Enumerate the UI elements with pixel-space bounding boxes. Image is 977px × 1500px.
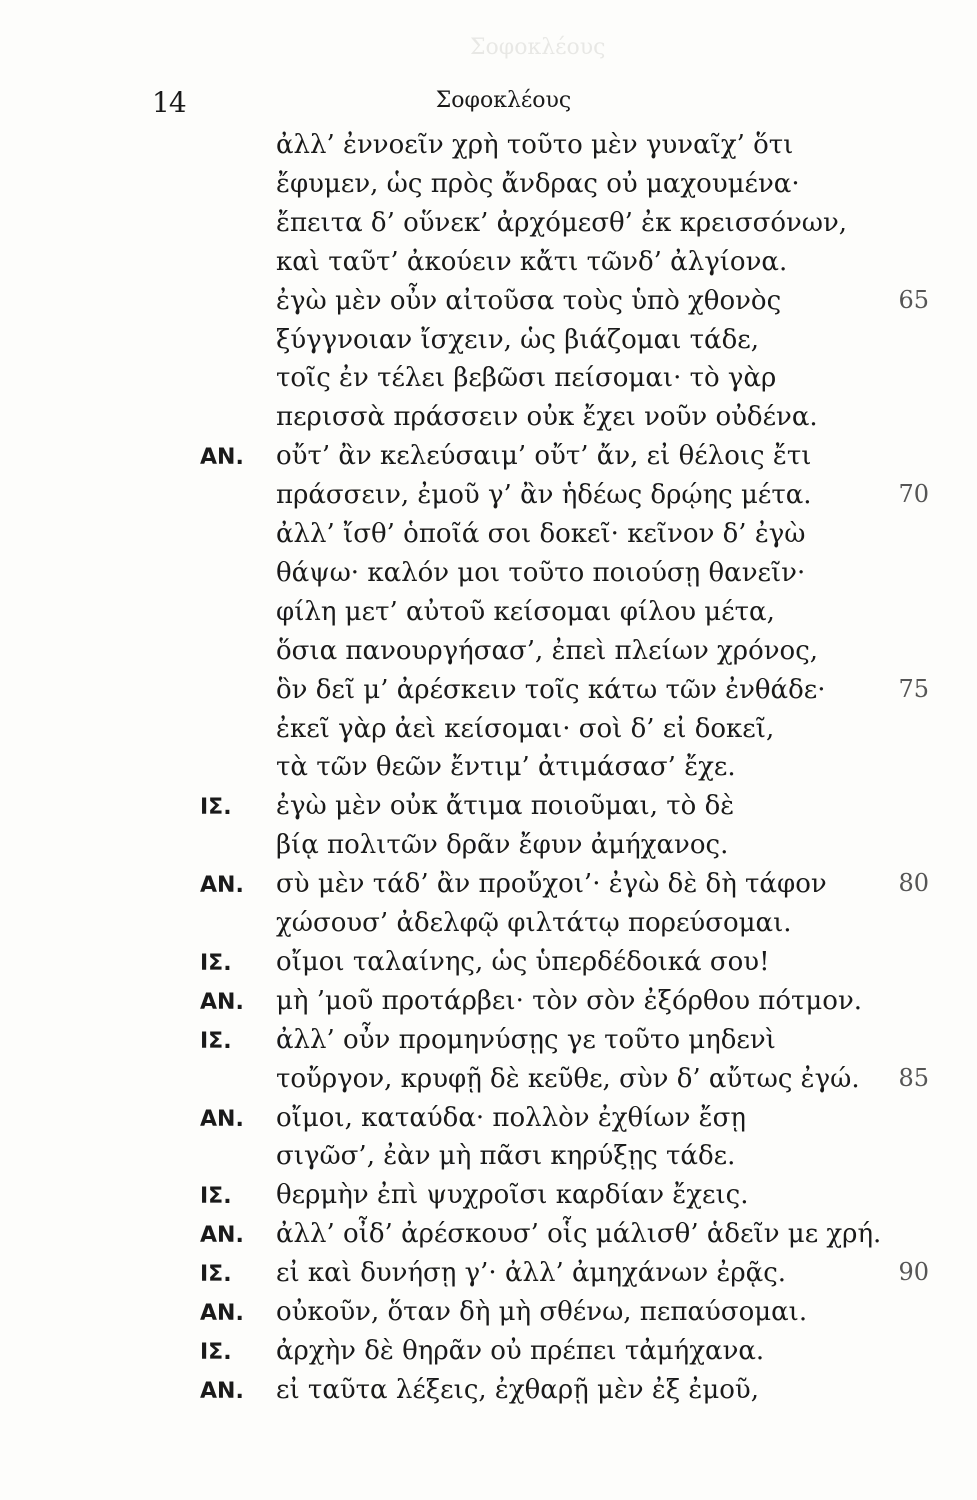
verse-text: ἐκεῖ γὰρ ἀεὶ κείσομαι· σοὶ δ’ εἰ δοκεῖ, bbox=[276, 713, 775, 744]
verse-line bbox=[0, 752, 977, 794]
verse-line bbox=[0, 558, 977, 600]
speaker-label: ΑΝ. bbox=[200, 1106, 244, 1132]
verse-line bbox=[0, 791, 977, 833]
verse-text: ἔπειτα δ’ οὕνεκ’ ἀρχόμεσθ’ ἐκ κρεισσόνων, bbox=[276, 207, 848, 238]
verse-line bbox=[0, 830, 977, 872]
verse-line bbox=[0, 1103, 977, 1145]
verse-text: οἴμοι ταλαίνης, ὡς ὑπερδέδοικά σου! bbox=[276, 946, 770, 977]
speaker-label: ΑΝ. bbox=[200, 989, 244, 1015]
verse-line bbox=[0, 1336, 977, 1378]
speaker-label: ΙΣ. bbox=[200, 1028, 232, 1054]
verse-line bbox=[0, 675, 977, 717]
verse-text: θερμὴν ἐπὶ ψυχροῖσι καρδίαν ἔχεις. bbox=[276, 1180, 749, 1211]
line-number: 90 bbox=[898, 1258, 929, 1287]
verse-line bbox=[0, 1025, 977, 1067]
verse-line bbox=[0, 402, 977, 444]
verse-line bbox=[0, 480, 977, 522]
verse-line bbox=[0, 1141, 977, 1183]
verse-text: σιγῶσ’, ἐὰν μὴ πᾶσι κηρύξῃς τάδε. bbox=[276, 1141, 736, 1172]
verse-text: ὅσια πανουργήσασ’, ἐπεὶ πλείων χρόνος, bbox=[276, 635, 819, 666]
verse-text: οἴμοι, καταύδα· πολλὸν ἐχθίων ἔσῃ bbox=[276, 1102, 746, 1133]
verse-line bbox=[0, 441, 977, 483]
verse-line bbox=[0, 597, 977, 639]
verse-text: ἀλλ’ οἶδ’ ἀρέσκουσ’ οἷς μάλισθ’ ἁδεῖν με χρή. bbox=[276, 1219, 882, 1250]
verse-text: ἀλλ’ οὖν προμηνύσῃς γε τοῦτο μηδενὶ bbox=[276, 1024, 776, 1055]
speaker-label: ΑΝ. bbox=[200, 1301, 244, 1326]
verse-text: βίᾳ πολιτῶν δρᾶν ἔφυν ἀμήχανος. bbox=[276, 830, 729, 861]
verse-text: εἰ καὶ δυνήσῃ γ’· ἀλλ’ ἀμηχάνων ἐρᾷς. bbox=[276, 1258, 787, 1289]
verse-line bbox=[0, 986, 977, 1028]
verse-text: οὔτ’ ἂν κελεύσαιμ’ οὔτ’ ἄν, εἰ θέλοις ἔτι bbox=[276, 441, 812, 472]
verse-text: πράσσειν, ἐμοῦ γ’ ἂν ἡδέως δρῴης μέτα. bbox=[276, 480, 812, 511]
verse-text: περισσὰ πράσσειν οὐκ ἔχει νοῦν οὐδένα. bbox=[276, 402, 818, 433]
verse-text: ἀλλ’ ἐννοεῖν χρὴ τοῦτο μὲν γυναῖχ’ ὅτι bbox=[276, 130, 794, 160]
verse-text: θάψω· καλόν μοι τοῦτο ποιούσῃ θανεῖν· bbox=[276, 557, 806, 588]
speaker-label: ΑΝ. bbox=[200, 445, 244, 471]
line-number: 65 bbox=[898, 285, 929, 314]
verse-line bbox=[0, 286, 977, 328]
verse-line bbox=[0, 636, 977, 678]
verse-line bbox=[0, 363, 977, 405]
verse-line bbox=[0, 130, 977, 172]
verse-text: χώσουσ’ ἀδελφῷ φιλτάτῳ πορεύσομαι. bbox=[276, 908, 792, 938]
verse-text: ἀρχὴν δὲ θηρᾶν οὐ πρέπει τἀμήχανα. bbox=[276, 1335, 765, 1366]
verse-line bbox=[0, 169, 977, 211]
verse-text: τοὔργον, κρυφῇ δὲ κεῦθε, σὺν δ’ αὔτως ἐγώ. bbox=[276, 1063, 860, 1094]
verse-text: φίλη μετ’ αὐτοῦ κείσομαι φίλου μέτα, bbox=[276, 596, 775, 627]
verse-line bbox=[0, 908, 977, 950]
speaker-label: ΙΣ. bbox=[200, 1262, 232, 1288]
verse-line bbox=[0, 714, 977, 756]
line-number: 70 bbox=[898, 480, 929, 509]
verse-line bbox=[0, 208, 977, 250]
verse-text: μὴ ’μοῦ προτάρβει· τὸν σὸν ἐξόρθου πότμον. bbox=[276, 985, 863, 1016]
running-head: Σοφοκλέους bbox=[435, 88, 572, 113]
verse-text: ἐγὼ μὲν οὐκ ἄτιμα ποιοῦμαι, τὸ δὲ bbox=[276, 791, 735, 822]
verse-text: ἔφυμεν, ὡς πρὸς ἄνδρας οὐ μαχουμένα· bbox=[276, 168, 800, 199]
line-number: 85 bbox=[898, 1063, 929, 1092]
verse-text: τὰ τῶν θεῶν ἔντιμ’ ἀτιμάσασ’ ἔχε. bbox=[276, 752, 736, 783]
verse-line bbox=[0, 1064, 977, 1106]
verse-text: σὺ μὲν τάδ’ ἂν προὔχοι’· ἐγὼ δὲ δὴ τάφον bbox=[276, 869, 827, 900]
line-number: 80 bbox=[898, 869, 929, 898]
speaker-label: ΙΣ. bbox=[200, 795, 232, 821]
verse-text: καὶ ταῦτ’ ἀκούειν κἄτι τῶνδ’ ἀλγίονα. bbox=[276, 246, 788, 277]
line-number: 75 bbox=[898, 674, 929, 703]
verse-line bbox=[0, 1219, 977, 1261]
speaker-label: ΙΣ. bbox=[200, 950, 232, 976]
speaker-label: ΑΝ. bbox=[200, 1223, 244, 1249]
verse-line bbox=[0, 247, 977, 289]
verse-line bbox=[0, 519, 977, 561]
verse-line bbox=[0, 325, 977, 367]
verse-text: ὃν δεῖ μ’ ἀρέσκειν τοῖς κάτω τῶν ἐνθάδε· bbox=[276, 674, 826, 705]
verse-line bbox=[0, 869, 977, 911]
speaker-label: ΙΣ. bbox=[200, 1339, 232, 1365]
verse-line bbox=[0, 1180, 977, 1222]
verse-text: ἀλλ’ ἴσθ’ ὁποῖά σοι δοκεῖ· κεῖνον δ’ ἐγὼ bbox=[276, 519, 806, 549]
verse-line bbox=[0, 1258, 977, 1300]
verse-line bbox=[0, 947, 977, 989]
speaker-label: ΑΝ. bbox=[200, 873, 244, 899]
verse-text: ἐγὼ μὲν οὖν αἰτοῦσα τοὺς ὑπὸ χθονὸς bbox=[276, 285, 782, 316]
verse-text: εἰ ταῦτα λέξεις, ἐχθαρῇ μὲν ἐξ ἐμοῦ, bbox=[276, 1374, 759, 1405]
verse-line bbox=[0, 1297, 977, 1339]
verse-line bbox=[0, 1375, 977, 1417]
verse-text: τοῖς ἐν τέλει βεβῶσι πείσομαι· τὸ γὰρ bbox=[276, 363, 777, 394]
speaker-label: ΙΣ. bbox=[200, 1184, 232, 1210]
speaker-label: ΑΝ. bbox=[200, 1378, 244, 1404]
page-number: 14 bbox=[152, 86, 186, 119]
verse-text: οὐκοῦν, ὅταν δὴ μὴ σθένω, πεπαύσομαι. bbox=[276, 1297, 808, 1327]
verse-text: ξύγγνοιαν ἴσχειν, ὡς βιάζομαι τάδε, bbox=[276, 324, 759, 355]
bleed-through-text: Σοφοκλέους bbox=[470, 35, 606, 60]
